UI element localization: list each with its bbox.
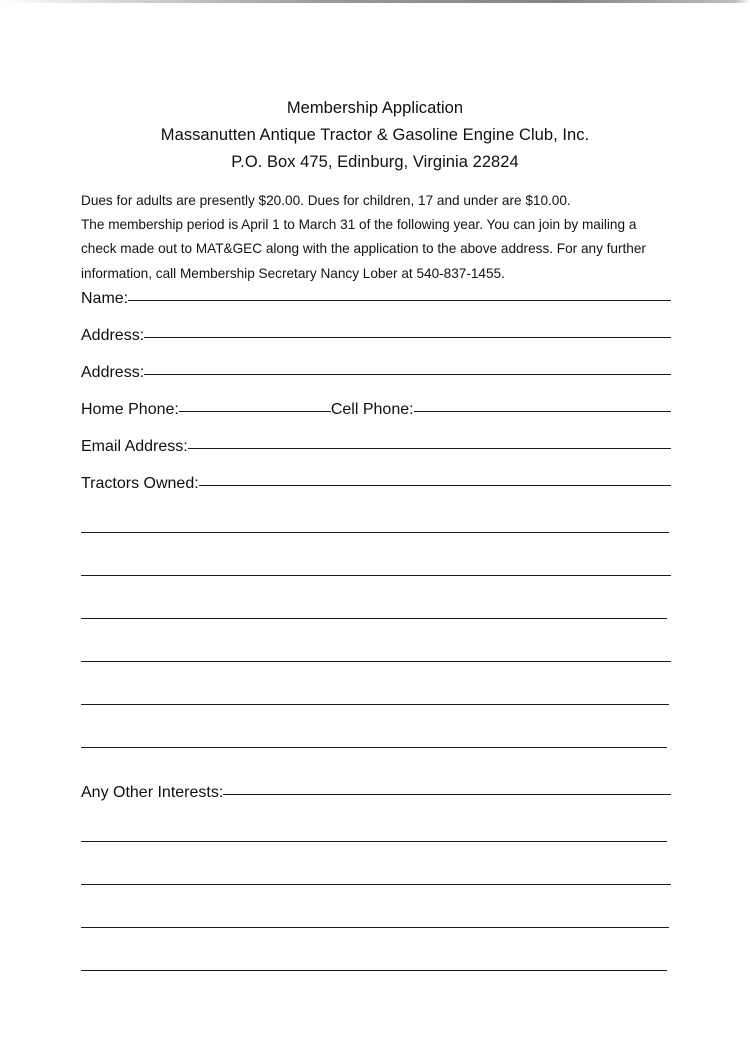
- blank-row: [81, 862, 671, 905]
- address-line-1-input[interactable]: [144, 337, 671, 338]
- name-label: Name:: [81, 290, 129, 307]
- tractors-owned-continuation-input[interactable]: [81, 661, 671, 662]
- email-address-label: Email Address:: [81, 438, 188, 455]
- field-row-email: [81, 436, 671, 473]
- home-phone-label: Home Phone:: [81, 401, 179, 418]
- page-title: Membership Application: [286, 99, 464, 117]
- section-spacer: [81, 768, 671, 782]
- intro-line: check made out to MAT&GEC along with the application to the above address. For any further: [81, 241, 646, 257]
- blank-row: [81, 725, 671, 768]
- tractors-owned-input[interactable]: [199, 485, 671, 486]
- address-line-1-label: Address:: [81, 327, 145, 344]
- organization-address: P.O. Box 475, Edinburg, Virginia 22824: [231, 153, 519, 171]
- any-other-interests-input[interactable]: [223, 794, 671, 795]
- blank-row: [81, 819, 671, 862]
- blank-row: [81, 639, 671, 682]
- intro-line: Dues for adults are presently $20.00. Dues for children, 17 and under are $10.00.: [81, 193, 571, 208]
- field-row-phones: [81, 399, 671, 436]
- field-row-name: [81, 288, 671, 325]
- field-row-address-1: [81, 325, 671, 362]
- cell-phone-input[interactable]: [414, 411, 671, 412]
- field-row-other-interests: [81, 782, 671, 819]
- blank-row: [81, 596, 671, 639]
- address-line-2-label: Address:: [81, 364, 145, 381]
- blank-row: [81, 553, 671, 596]
- blank-row: [81, 510, 671, 553]
- tractors-owned-continuation-input[interactable]: [81, 618, 667, 619]
- other-interests-continuation-input[interactable]: [81, 884, 671, 885]
- blank-row: [81, 948, 671, 991]
- other-interests-continuation-input[interactable]: [81, 841, 667, 842]
- blank-row: [81, 682, 671, 725]
- blank-row: [81, 905, 671, 948]
- tractors-owned-continuation-input[interactable]: [81, 747, 667, 748]
- other-interests-continuation-input[interactable]: [81, 927, 669, 928]
- tractors-owned-continuation-input[interactable]: [81, 575, 671, 576]
- home-phone-input[interactable]: [179, 411, 331, 412]
- dues-information-paragraph: [81, 189, 669, 286]
- address-line-2-input[interactable]: [144, 374, 671, 375]
- any-other-interests-label: Any Other Interests:: [81, 784, 224, 801]
- cell-phone-label: Cell Phone:: [330, 401, 414, 418]
- scan-edge-artifact: [0, 0, 750, 3]
- other-interests-continuation-input[interactable]: [81, 970, 667, 971]
- tractors-owned-continuation-input[interactable]: [81, 532, 669, 533]
- tractors-owned-label: Tractors Owned:: [81, 475, 199, 492]
- tractors-owned-continuation-input[interactable]: [81, 704, 669, 705]
- document-heading-block: [0, 95, 750, 176]
- intro-line: The membership period is April 1 to March 31 of the following year. You can join by mailing a: [81, 217, 637, 233]
- membership-form: [81, 288, 671, 991]
- field-row-tractors-owned: [81, 473, 671, 510]
- intro-line: information, call Membership Secretary Nancy Lober at 540-837-1455.: [81, 265, 505, 281]
- email-address-input[interactable]: [188, 448, 671, 449]
- organization-name: Massanutten Antique Tractor & Gasoline Engine Club, Inc.: [160, 126, 590, 144]
- name-input[interactable]: [128, 300, 671, 301]
- field-row-address-2: [81, 362, 671, 399]
